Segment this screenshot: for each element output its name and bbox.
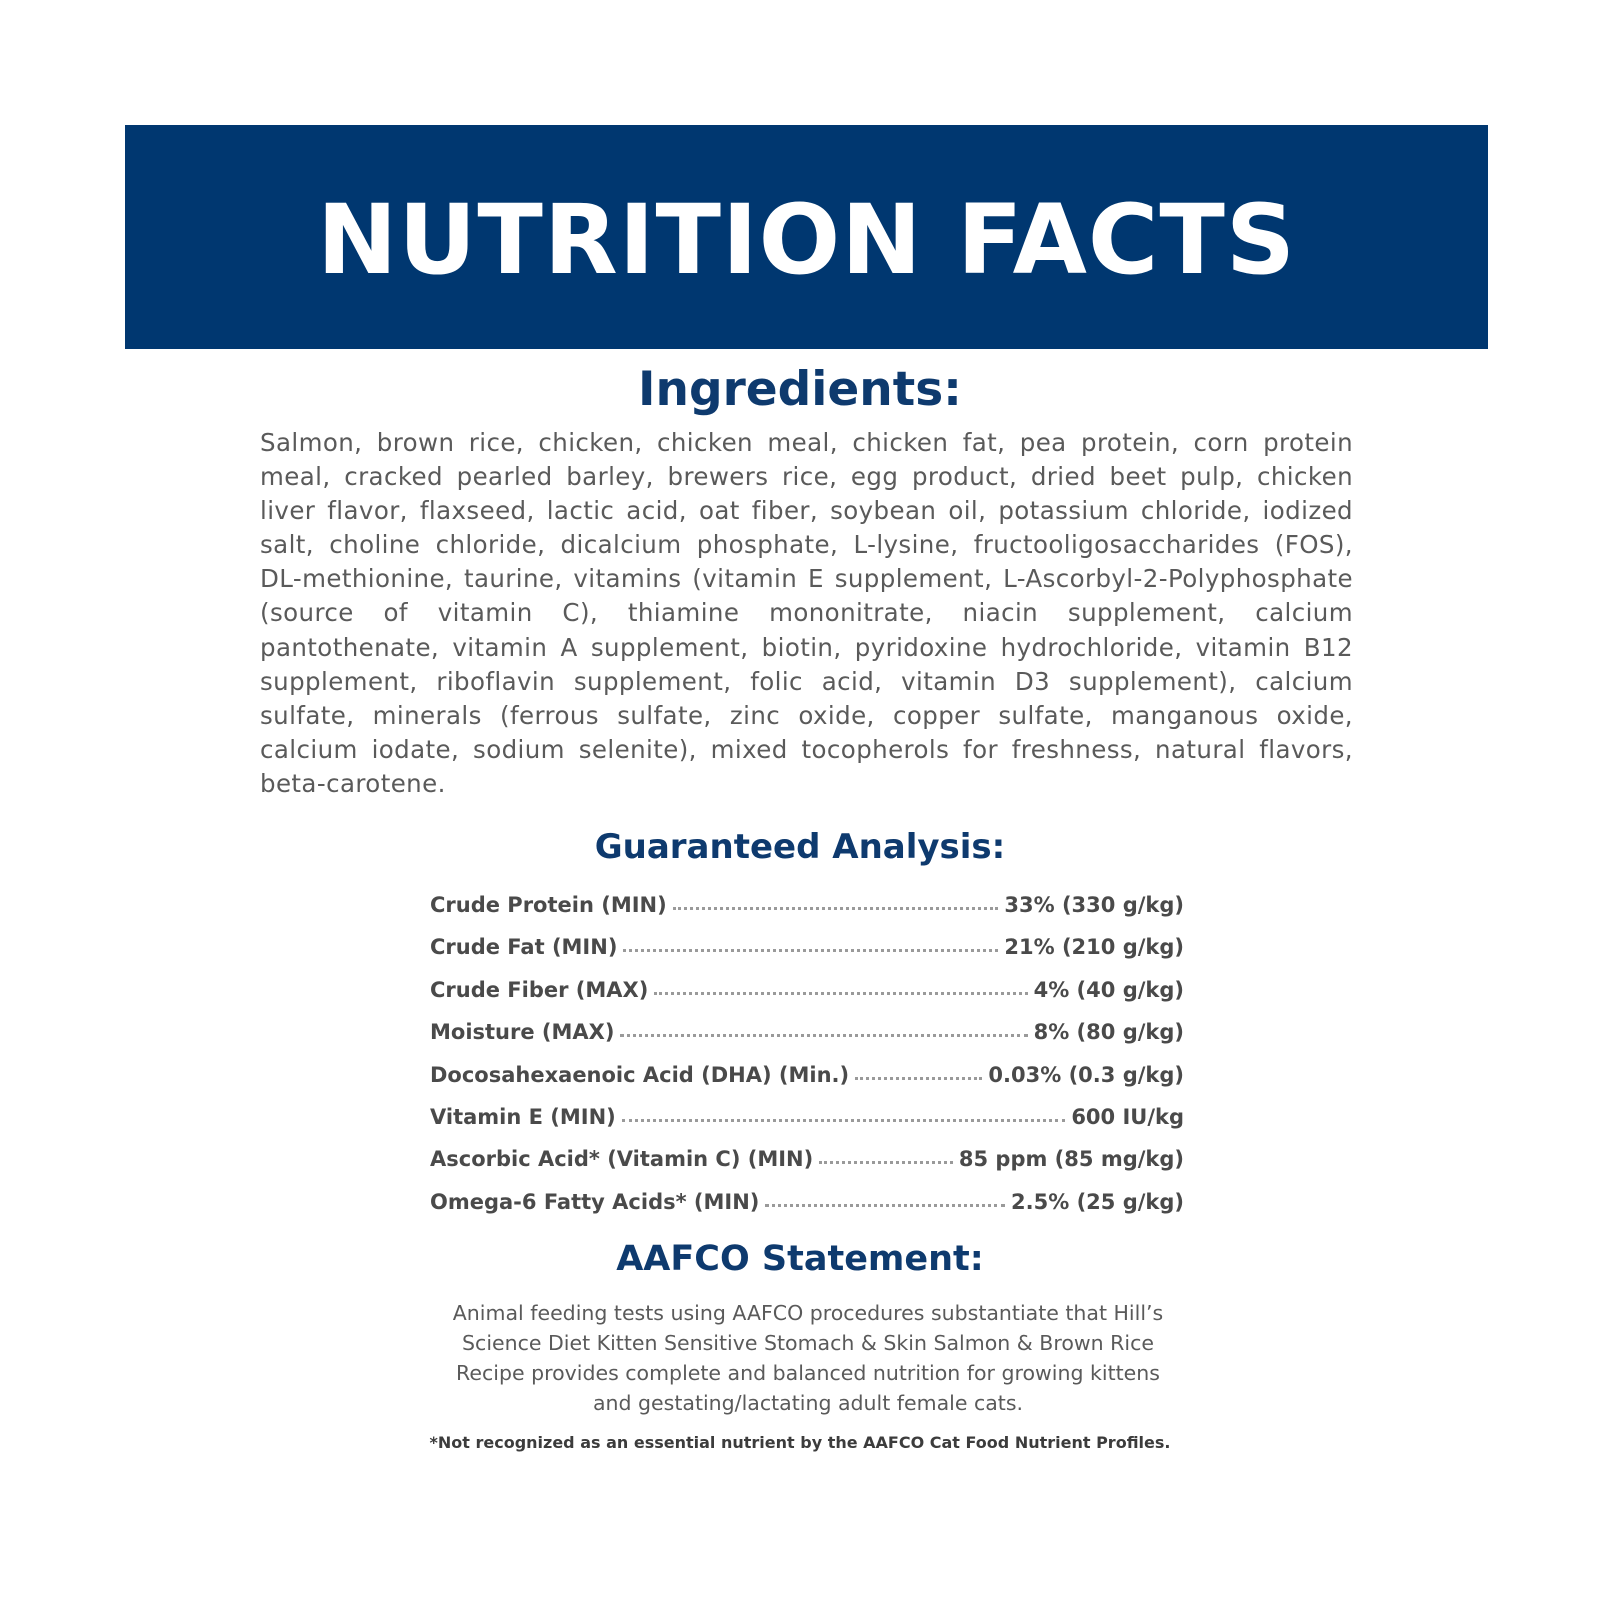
guaranteed-analysis-heading: Guaranteed Analysis: bbox=[594, 827, 1006, 867]
analysis-label: Crude Fiber (MAX) bbox=[430, 977, 649, 1002]
analysis-value: 600 IU/kg bbox=[1071, 1104, 1184, 1129]
analysis-row-crude-fiber bbox=[430, 978, 1184, 1020]
analysis-value: 33% (330 g/kg) bbox=[1004, 893, 1184, 917]
dot-leader bbox=[765, 1204, 1005, 1207]
page-title: NUTRITION FACTS bbox=[317, 184, 1296, 296]
aafco-line: and gestating/lactating adult female cats. bbox=[592, 1391, 1024, 1415]
ingredients-heading: Ingredients: bbox=[638, 362, 962, 417]
analysis-label: Crude Protein (MIN) bbox=[430, 893, 667, 917]
analysis-label: Ascorbic Acid* (Vitamin C) (MIN) bbox=[430, 1147, 814, 1172]
dot-leader bbox=[673, 907, 999, 910]
analysis-value: 85 ppm (85 mg/kg) bbox=[958, 1147, 1184, 1172]
analysis-row-ascorbic-acid bbox=[430, 1147, 1184, 1189]
aafco-line: Science Diet Kitten Sensitive Stomach & Skin Salmon & Brown Rice bbox=[462, 1331, 1154, 1355]
dot-leader bbox=[855, 1077, 982, 1080]
analysis-value: 0.03% (0.3 g/kg) bbox=[988, 1062, 1184, 1087]
analysis-row-moisture bbox=[430, 1020, 1184, 1062]
analysis-label: Moisture (MAX) bbox=[430, 1020, 615, 1045]
analysis-value: 21% (210 g/kg) bbox=[1004, 935, 1184, 960]
dot-leader bbox=[620, 1034, 1027, 1037]
title-banner bbox=[125, 125, 1488, 349]
aafco-line: Recipe provides complete and balanced nutrition for growing kittens bbox=[456, 1361, 1160, 1385]
aafco-statement-text bbox=[400, 1298, 1216, 1418]
aafco-statement-heading: AAFCO Statement: bbox=[616, 1239, 984, 1279]
analysis-label: Vitamin E (MIN) bbox=[430, 1104, 616, 1129]
aafco-line: Animal feeding tests using AAFCO procedures substantiate that Hill’s bbox=[452, 1301, 1164, 1325]
analysis-label: Docosahexaenoic Acid (DHA) (Min.) bbox=[430, 1062, 850, 1087]
dot-leader bbox=[623, 949, 998, 952]
dot-leader bbox=[622, 1119, 1066, 1122]
analysis-row-crude-protein bbox=[430, 893, 1184, 935]
analysis-value: 8% (80 g/kg) bbox=[1033, 1020, 1184, 1045]
guaranteed-analysis-table bbox=[430, 893, 1184, 1232]
analysis-row-omega-6 bbox=[430, 1190, 1184, 1232]
analysis-label: Crude Fat (MIN) bbox=[430, 935, 618, 960]
dot-leader bbox=[819, 1161, 953, 1164]
footnote: *Not recognized as an essential nutrient by the AAFCO Cat Food Nutrient Profiles. bbox=[429, 1433, 1171, 1452]
analysis-row-dha bbox=[430, 1063, 1184, 1105]
dot-leader bbox=[654, 992, 1027, 995]
ingredients-list: Salmon, brown rice, chicken, chicken meal, chicken fat, pea protein, corn protein meal, cracked pearled barley, brewers rice, egg product, dried beet pulp, chicken liver flavor, flaxseed, lactic acid, oat fiber, soybean oil, potassium chloride, iodized salt, choline chloride, dicalcium phosphate, L-lysine, fructooligosaccharides (FOS), DL-methionine, taurine, vitamins (vitamin E supplement, L-Ascorbyl-2-Polyphosphate (source of vitamin C), thiamine mononitrate, niacin supplement, calcium pantothenate, vitamin A supplement, biotin, pyridoxine hydrochloride, vitamin B12 supplement, riboflavin supplement, folic acid, vitamin D3 supplement), calcium sulfate, minerals (ferrous sulfate, zinc oxide, copper sulfate, manganous oxide, calcium iodate, sodium selenite), mixed tocopherols for freshness, natural flavors, beta-carotene. bbox=[260, 428, 1353, 798]
analysis-row-crude-fat bbox=[430, 935, 1184, 977]
analysis-value: 4% (40 g/kg) bbox=[1033, 977, 1184, 1002]
analysis-label: Omega-6 Fatty Acids* (MIN) bbox=[430, 1189, 760, 1214]
analysis-row-vitamin-e bbox=[430, 1105, 1184, 1147]
analysis-value: 2.5% (25 g/kg) bbox=[1011, 1189, 1184, 1214]
